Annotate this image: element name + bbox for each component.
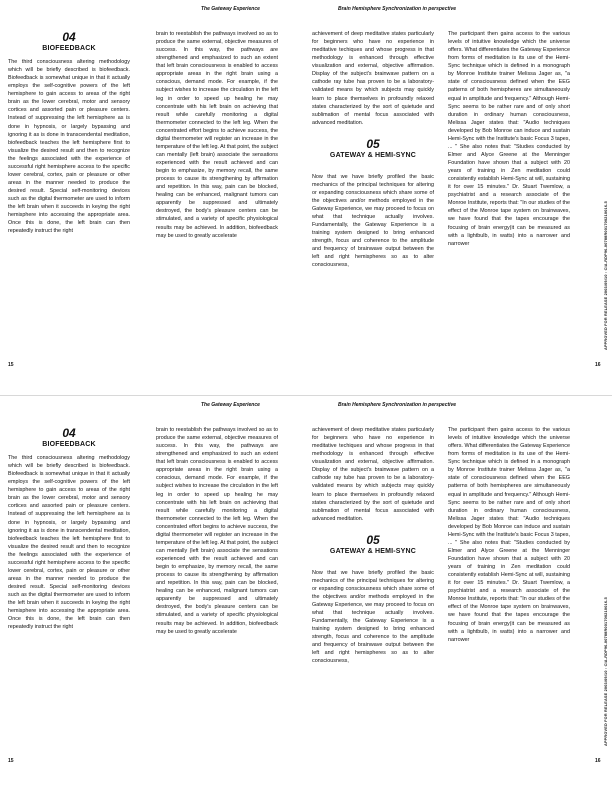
column-4 <box>448 426 570 644</box>
body-text: Now that we have briefly profiled the basic mechanics of the principal techniques for altering or expanding consciousness which share some of the objectives and/or methods employed in the Gateway Experience, we may proceed to focus on what that technique actually involves. Fundamentally, the Gateway Experience is a training system designed to bring enhanced strength, focus and coherence to the amplitude and frequency of brainwave output between the left and right hemispheres so as to alter consciousness, <box>312 173 434 269</box>
body-text: The participant then gains access to the various levels of intuitive knowledge which the universe offers. What differentiates the Gateway Experience from forms of meditation is its use of the Hemi-Sync technique which is defined in a monograph by Monroe Institute trainer Melissa Jager as, "a state of consciousness defined when the EEG patterns of both hemispheres are simultaneously equal in amplitude and frequency." Although Hemi-Sync seems to be rather rare and of only short duration in ordinary human consciousness, Melissa Jager states that: "Audio techniques developed by Bob Monroe can induce and sustain Hemi-Sync with the Institute's basic Focus 3 tapes, ... " She also notes that: "Studies conducted by Elmer and Alyce Greene at the Menninger Foundation have shown that a subject with 20 years of training in Zen meditation could consistently establish Hemi-Sync at will, sustaining it for over 15 minutes." Dr. Stuart Twemlow, a psychiatrist and a research associate of the Monroe Institute, reports that: "In our studies of the effect of the Monroe tape system on brainwaves, we have found that the tapes encourage the focusing of brain energy(it can be measured as with a lightbulb, in watts) into a narrower and narrower <box>448 31 570 247</box>
running-head-left: The Gateway Experience <box>201 402 260 408</box>
section-heading-biofeedback <box>8 426 130 450</box>
body-text: achievement of deep meditative states particularly for beginners who have no experience in meditative techiques and whose progress in that methodology is enhanced through effective visualization and external, objective affirmation. Display of the subject's brainwave pattern on a cathode ray tube has proven to be a laboratory-validated means by which subjects may quickly learn to place themselves in profoundly relaxed states characterized by the sort of quietude and sublimation of mental focus associated with advanced meditation. <box>312 31 434 126</box>
running-head-right: Brain Hemisphere Synchronization in perspective <box>338 402 457 408</box>
body-text: achievement of deep meditative states particularly for beginners who have no experience in meditative techiques and whose progress in that methodology is enhanced through effective visualization and external, objective affirmation. Display of the subject's brainwave pattern on a cathode ray tube has proven to be a laboratory-validated means by which subjects may quickly learn to place themselves in profoundly relaxed states characterized by the sort of quietude and sublimation of mental focus associated with advanced meditation. <box>312 427 434 522</box>
column-1 <box>8 426 130 631</box>
body-text: The participant then gains access to the various levels of intuitive knowledge which the universe offers. What differentiates the Gateway Experience from forms of meditation is its use of the Hemi-Sync technique which is defined in a monograph by Monroe Institute trainer Melissa Jager as, "a state of consciousness defined when the EEG patterns of both hemispheres are simultaneously equal in amplitude and frequency." Although Hemi-Sync seems to be rather rare and of only short duration in ordinary human consciousness, Melissa Jager states that: "Audio techniques developed by Bob Monroe can induce and sustain Hemi-Sync with the Institute's basic Focus 3 tapes, ... " She also notes that: "Studies conducted by Elmer and Alyce Greene at the Menninger Foundation have shown that a subject with 20 years of training in Zen meditation could consistently establish Hemi-Sync at will, sustaining it for over 15 minutes." Dr. Stuart Twemlow, a psychiatrist and a research associate of the Monroe Institute, reports that: "In our studies of the effect of the Monroe tape system on brainwaves, we have found that the tapes encourage the focusing of brain energy(it can be measured as with a lightbulb, in watts) into a narrower and narrower <box>448 427 570 643</box>
column-2 <box>156 426 278 636</box>
section-heading-gateway <box>312 533 434 557</box>
section-heading-gateway <box>312 137 434 161</box>
section-title: BIOFEEDBACK <box>42 441 96 448</box>
section-heading-biofeedback <box>8 30 130 54</box>
release-stamp: APPROVED FOR RELEASE 2003/09/10 : CIA-RDP96-00788R001700210016-5 <box>604 201 608 350</box>
column-3 <box>312 30 434 270</box>
section-title: GATEWAY & HEMI-SYNC <box>329 547 417 555</box>
section-title: GATEWAY & HEMI-SYNC <box>329 151 417 159</box>
page-number-left: 15 <box>8 362 14 368</box>
column-1 <box>8 30 130 235</box>
running-head-right: Brain Hemisphere Synchronization in perspective <box>338 6 457 12</box>
body-text: The third consciousness altering methodology which will be briefly described is biofeedback. Biofeedback is somewhat unique in that it actually employs the self-cognitive powers of the left hemisphere to gain access to areas of the right brain as the lower cerebral, motor and sensory cortices and assorted pain or pleasure centers. Instead of suppressing the left hemisphere as is done in hypnosis, or largely bypassing and ignoring it as is done in transcendental meditation, biofeedback teaches the left hemisphere first to visualize the desired result and then to recognize the feelings associated with the experience of successful right hemisphere access to the specific lower cerebral, cortex, pain or pleasure or other areas in the manner needed to produce the desired result. Special self-monitoring devices such as the digital thermometer are used to inform the left brain when it succeeds in keying the right hemisphere into accessing the appropriate area. Once this is done, the left brain can then repeatedly instruct the right <box>8 59 130 235</box>
column-2 <box>156 30 278 240</box>
section-number: 04 <box>62 426 76 440</box>
page-number-right: 16 <box>595 758 601 764</box>
section-title: BIOFEEDBACK <box>42 45 96 52</box>
column-3 <box>312 426 434 666</box>
section-number: 04 <box>62 30 76 44</box>
page-number-right: 16 <box>595 362 601 368</box>
section-number: 05 <box>366 136 380 151</box>
page-number-left: 15 <box>8 758 14 764</box>
page-spread-bottom <box>0 396 612 792</box>
body-text: brain to reestablish the pathways involved so as to produce the same external, objective measures of success. In this way, the pathways are strengthened and emphasized to such an extent that left brain consciousness is enabled to access appropriate areas in the right brain using a conscious, demand mode. For example, if the subject wishes to increase the circulation in the left leg in order to speed up healing he may concentrate with his left brain on achieving that result while carefully monitoring a digital thermometer connected to the left leg. When the concentrated effort begins to achieve success, the digital thermometer will register an increase in the temperature of the left leg. At that point, the subject can mentally (left brain) associate the sensations experienced with the result achieved and can begin to emphasize, by memory recall, the same process to cause its strengthening by affirmation and repetition. In this way, pain can be blocked, healing can be enhanced, malignant tumors can apparently be suppressed and ultimately destroyed, the body's pleasure centers can be stimulated, and a variety of specific physiological results may be achieved. In addition, biofeedback may be used to greatly accelerate <box>156 427 278 635</box>
column-4 <box>448 30 570 248</box>
release-stamp: APPROVED FOR RELEASE 2003/09/10 : CIA-RDP96-00788R001700210016-5 <box>604 597 608 746</box>
running-head-left: The Gateway Experience <box>201 6 260 12</box>
body-text: Now that we have briefly profiled the basic mechanics of the principal techniques for altering or expanding consciousness which share some of the objectives and/or methods employed in the Gateway Experience, we may proceed to focus on what that technique actually involves. Fundamentally, the Gateway Experience is a training system designed to bring enhanced strength, focus and coherence to the amplitude and frequency of brainwave output between the left and right hemispheres so as to alter consciousness, <box>312 569 434 665</box>
body-text: brain to reestablish the pathways involved so as to produce the same external, objective measures of success. In this way, the pathways are strengthened and emphasized to such an extent that left brain consciousness is enabled to access appropriate areas in the right brain using a conscious, demand mode. For example, if the subject wishes to increase the circulation in the left leg in order to speed up healing he may concentrate with his left brain on achieving that result while carefully monitoring a digital thermometer connected to the left leg. When the concentrated effort begins to achieve success, the digital thermometer will register an increase in the temperature of the left leg. At that point, the subject can mentally (left brain) associate the sensations experienced with the result achieved and can begin to emphasize, by memory recall, the same process to cause its strengthening by affirmation and repetition. In this way, pain can be blocked, healing can be enhanced, malignant tumors can apparently be suppressed and ultimately destroyed, the body's pleasure centers can be stimulated, and a variety of specific physiological results may be achieved. In addition, biofeedback may be used to greatly accelerate <box>156 31 278 239</box>
body-text: The third consciousness altering methodology which will be briefly described is biofeedback. Biofeedback is somewhat unique in that it actually employs the self-cognitive powers of the left hemisphere to gain access to areas of the right brain as the lower cerebral, motor and sensory cortices and assorted pain or pleasure centers. Instead of suppressing the left hemisphere as is done in hypnosis, or largely bypassing and ignoring it as is done in transcendental meditation, biofeedback teaches the left hemisphere first to visualize the desired result and then to recognize the feelings associated with the experience of successful right hemisphere access to the specific lower cerebral, cortex, pain or pleasure or other areas in the manner needed to produce the desired result. Special self-monitoring devices such as the digital thermometer are used to inform the left brain when it succeeds in keying the right hemisphere into accessing the appropriate area. Once this is done, the left brain can then repeatedly instruct the right <box>8 455 130 631</box>
section-number: 05 <box>366 532 380 547</box>
